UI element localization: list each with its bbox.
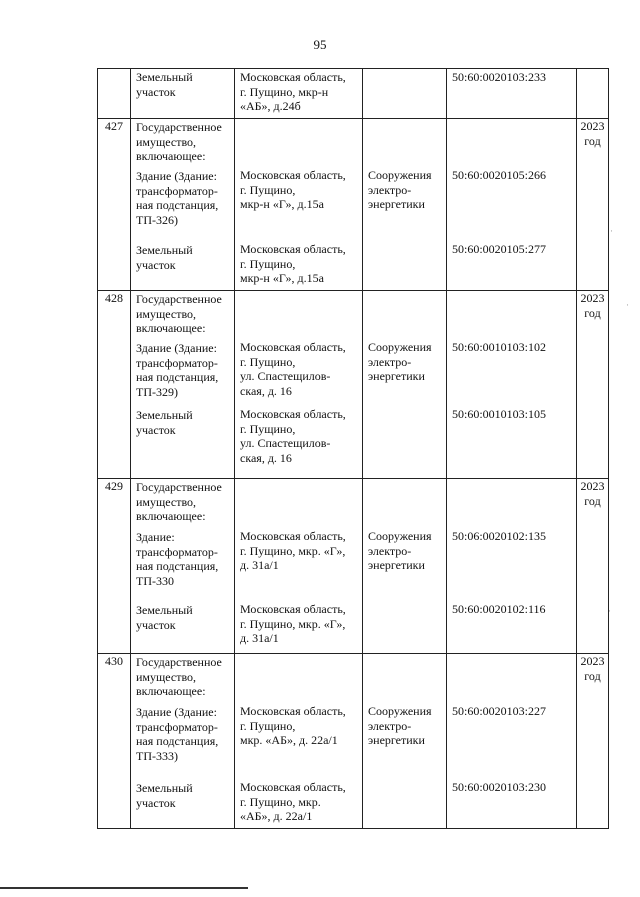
cadastral-number: 50:60:0020105:266 xyxy=(452,168,547,182)
object-name: Здание (Здание: трансформатор- ная подстанция, ТП-326) xyxy=(136,169,219,227)
object-name: Земельный участок xyxy=(136,243,193,272)
record-title: Государственное имущество, включающее: xyxy=(136,292,222,335)
object-name: Здание (Здание: трансформатор- ная подстанция, ТП-333) xyxy=(136,705,219,763)
object-name-cell xyxy=(131,291,235,479)
object-name-cell xyxy=(131,119,235,291)
record-number-cell xyxy=(98,654,131,829)
purpose-cell xyxy=(363,654,447,829)
object-name: Земельный участок xyxy=(136,70,193,99)
record-number: 429 xyxy=(105,479,123,493)
object-name: Земельный участок xyxy=(136,781,193,810)
record-title: Государственное имущество, включающее: xyxy=(136,655,222,698)
cadastral-number: 50:60:0020105:277 xyxy=(452,242,547,256)
record-number: 427 xyxy=(105,119,123,133)
year-cell xyxy=(577,119,609,291)
object-name: Здание: трансформатор- ная подстанция, ТП-330 xyxy=(136,530,219,588)
year-cell xyxy=(577,69,609,119)
object-name-cell xyxy=(131,654,235,829)
record-row xyxy=(98,654,609,829)
year-cell xyxy=(577,654,609,829)
address-cell xyxy=(235,119,363,291)
record-year: 2023 год xyxy=(580,291,605,320)
cadastral-cell xyxy=(447,291,577,479)
object-purpose: Сооружения электро- энергетики xyxy=(368,704,432,747)
record-row xyxy=(98,291,609,479)
purpose-cell xyxy=(363,119,447,291)
address-cell xyxy=(235,69,363,119)
object-address: Московская область, г. Пущино, мкр. «АБ», д. 22а/1 xyxy=(240,704,346,747)
scan-speck: · xyxy=(608,606,611,616)
record-row xyxy=(98,479,609,654)
object-name: Земельный участок xyxy=(136,603,193,632)
scan-speck: · xyxy=(626,300,629,310)
cadastral-number: 50:60:0020102:116 xyxy=(452,602,546,616)
record-number-cell xyxy=(98,479,131,654)
record-number-cell xyxy=(98,291,131,479)
cadastral-cell xyxy=(447,119,577,291)
object-address: Московская область, г. Пущино, мкр-н «Г», д.15а xyxy=(240,242,346,285)
purpose-cell xyxy=(363,69,447,119)
scan-speck: · xyxy=(610,226,613,236)
object-name-cell xyxy=(131,69,235,119)
address-cell xyxy=(235,654,363,829)
continuation-row xyxy=(98,69,609,119)
address-cell xyxy=(235,291,363,479)
record-number-cell xyxy=(98,69,131,119)
cadastral-number: 50:60:0020103:227 xyxy=(452,704,547,718)
record-year: 2023 год xyxy=(580,119,605,148)
cadastral-cell xyxy=(447,479,577,654)
cadastral-cell xyxy=(447,654,577,829)
record-title: Государственное имущество, включающее: xyxy=(136,480,222,523)
cadastral-cell xyxy=(447,69,577,119)
object-purpose: Сооружения электро- энергетики xyxy=(368,529,432,572)
object-name-cell xyxy=(131,479,235,654)
record-row xyxy=(98,119,609,291)
object-purpose: Сооружения электро- энергетики xyxy=(368,340,432,383)
purpose-cell xyxy=(363,291,447,479)
object-address: Московская область, г. Пущино, ул. Спастещилов- ская, д. 16 xyxy=(240,407,346,465)
record-number-cell xyxy=(98,119,131,291)
cadastral-number: 50:06:0020102:135 xyxy=(452,529,547,543)
object-address: Московская область, г. Пущино, мкр. «АБ», д. 22а/1 xyxy=(240,780,346,823)
object-address: Московская область, г. Пущино, мкр-н «АБ», д.24б xyxy=(240,70,346,113)
object-name: Здание (Здание: трансформатор- ная подстанция, ТП-329) xyxy=(136,341,219,399)
object-address: Московская область, г. Пущино, мкр. «Г», д. 31а/1 xyxy=(240,602,346,645)
address-cell xyxy=(235,479,363,654)
purpose-cell xyxy=(363,479,447,654)
cadastral-number: 50:60:0010103:102 xyxy=(452,340,547,354)
scan-edge-line xyxy=(0,887,248,889)
record-number: 430 xyxy=(105,654,123,668)
property-registry-table xyxy=(97,68,609,829)
object-purpose: Сооружения электро- энергетики xyxy=(368,168,432,211)
object-address: Московская область, г. Пущино, ул. Спастещилов- ская, д. 16 xyxy=(240,340,346,398)
record-title: Государственное имущество, включающее: xyxy=(136,120,222,163)
page-number: 95 xyxy=(313,37,327,52)
cadastral-number: 50:60:0010103:105 xyxy=(452,407,547,421)
year-cell xyxy=(577,291,609,479)
cadastral-number: 50:60:0020103:230 xyxy=(452,780,547,794)
record-year: 2023 год xyxy=(580,654,605,683)
record-number: 428 xyxy=(105,291,123,305)
record-year: 2023 год xyxy=(580,479,605,508)
cadastral-number: 50:60:0020103:233 xyxy=(452,70,547,84)
object-address: Московская область, г. Пущино, мкр. «Г», д. 31а/1 xyxy=(240,529,346,572)
year-cell xyxy=(577,479,609,654)
object-name: Земельный участок xyxy=(136,408,193,437)
object-address: Московская область, г. Пущино, мкр-н «Г», д.15а xyxy=(240,168,346,211)
